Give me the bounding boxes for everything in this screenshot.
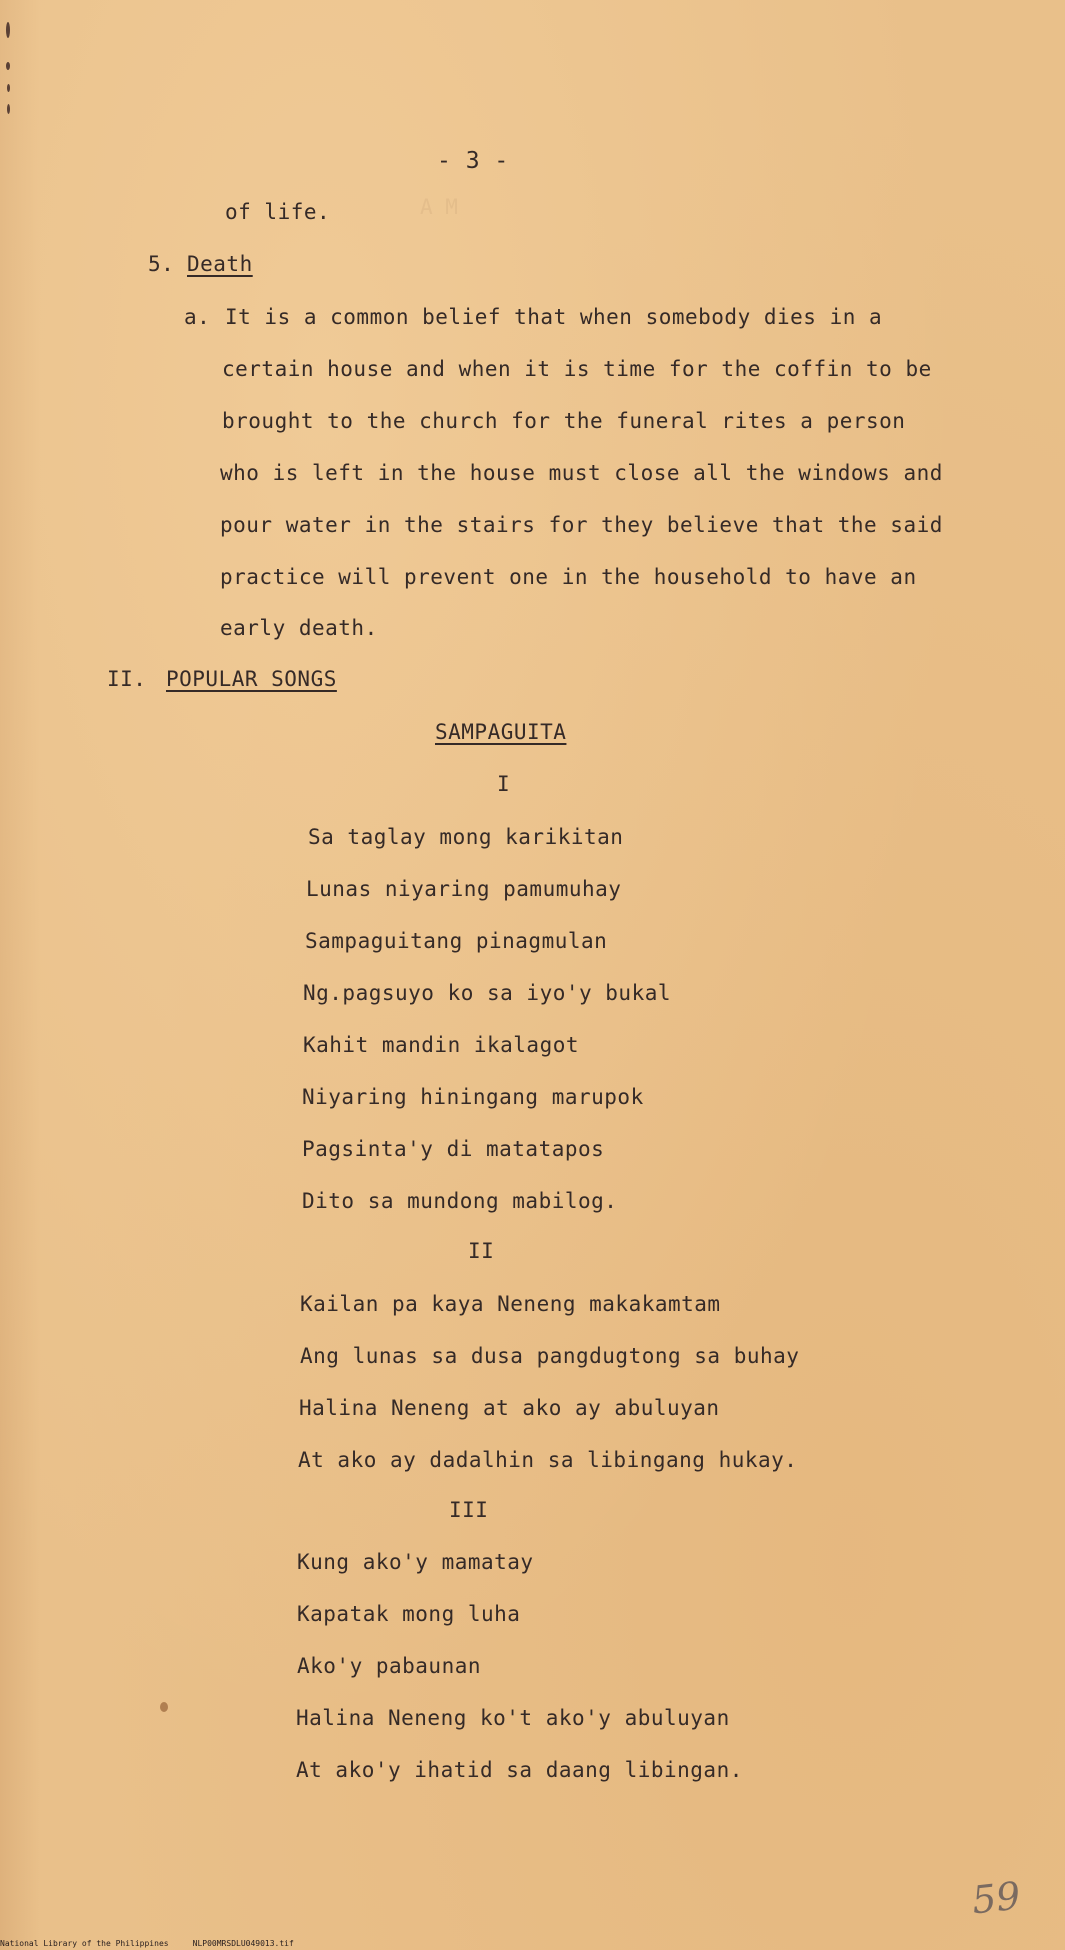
lyric-line: Ng.pagsuyo ko sa iyo'y bukal (303, 981, 672, 1005)
stanza-numeral: I (497, 772, 511, 796)
scan-footer: National Library of the Philippines NLP00MRSDLU049013.tif (0, 1939, 294, 1948)
binding-mark (7, 84, 10, 92)
item-letter: a. (184, 305, 211, 329)
section-numeral: II. (107, 667, 147, 691)
paragraph-line: certain house and when it is time for the coffin to be (222, 357, 932, 381)
lyric-line: Ako'y pabaunan (297, 1654, 482, 1678)
stain-spot (160, 1702, 168, 1712)
lyric-line: Niyaring hiningang marupok (302, 1085, 644, 1109)
handwritten-folio-number: 59 (969, 1873, 1023, 1923)
lyric-line: Lunas niyaring pamumuhay (306, 877, 622, 901)
lyric-line: Ang lunas sa dusa pangdugtong sa buhay (300, 1344, 800, 1368)
lyric-line: Kapatak mong luha (297, 1602, 521, 1626)
binding-mark (6, 22, 10, 38)
lyric-line: At ako'y ihatid sa daang libingan. (296, 1758, 743, 1782)
lyric-line: Sampaguitang pinagmulan (305, 929, 608, 953)
binding-mark (7, 104, 10, 114)
stanza-numeral: II (468, 1239, 495, 1263)
lyric-line: Kung ako'y mamatay (297, 1550, 534, 1574)
paragraph-line: brought to the church for the funeral rites a person (222, 409, 906, 433)
lyric-line: Sa taglay mong karikitan (308, 825, 624, 849)
song-title: SAMPAGUITA (435, 720, 567, 744)
lyric-line: Kahit mandin ikalagot (303, 1033, 580, 1057)
paragraph-line: It is a common belief that when somebody dies in a (225, 305, 883, 329)
lyric-line: Dito sa mundong mabilog. (302, 1189, 618, 1213)
continuation-text: of life. (225, 200, 331, 224)
paragraph-line: pour water in the stairs for they believe that the said (220, 513, 943, 537)
bleed-through: A M (420, 195, 458, 219)
section-heading-death: Death (187, 252, 253, 276)
section-heading-songs: POPULAR SONGS (166, 667, 337, 691)
paragraph-line: practice will prevent one in the household to have an (220, 565, 917, 589)
section-number: 5. (148, 252, 175, 276)
stanza-numeral: III (449, 1498, 489, 1522)
page-number: - 3 - (437, 148, 509, 174)
binding-mark (6, 62, 10, 70)
lyric-line: Halina Neneng at ako ay abuluyan (299, 1396, 720, 1420)
paragraph-line: early death. (220, 616, 378, 640)
lyric-line: Halina Neneng ko't ako'y abuluyan (296, 1706, 730, 1730)
lyric-line: At ako ay dadalhin sa libingang hukay. (298, 1448, 798, 1472)
lyric-line: Pagsinta'y di matatapos (302, 1137, 605, 1161)
lyric-line: Kailan pa kaya Neneng makakamtam (300, 1292, 721, 1316)
paragraph-line: who is left in the house must close all the windows and (220, 461, 943, 485)
